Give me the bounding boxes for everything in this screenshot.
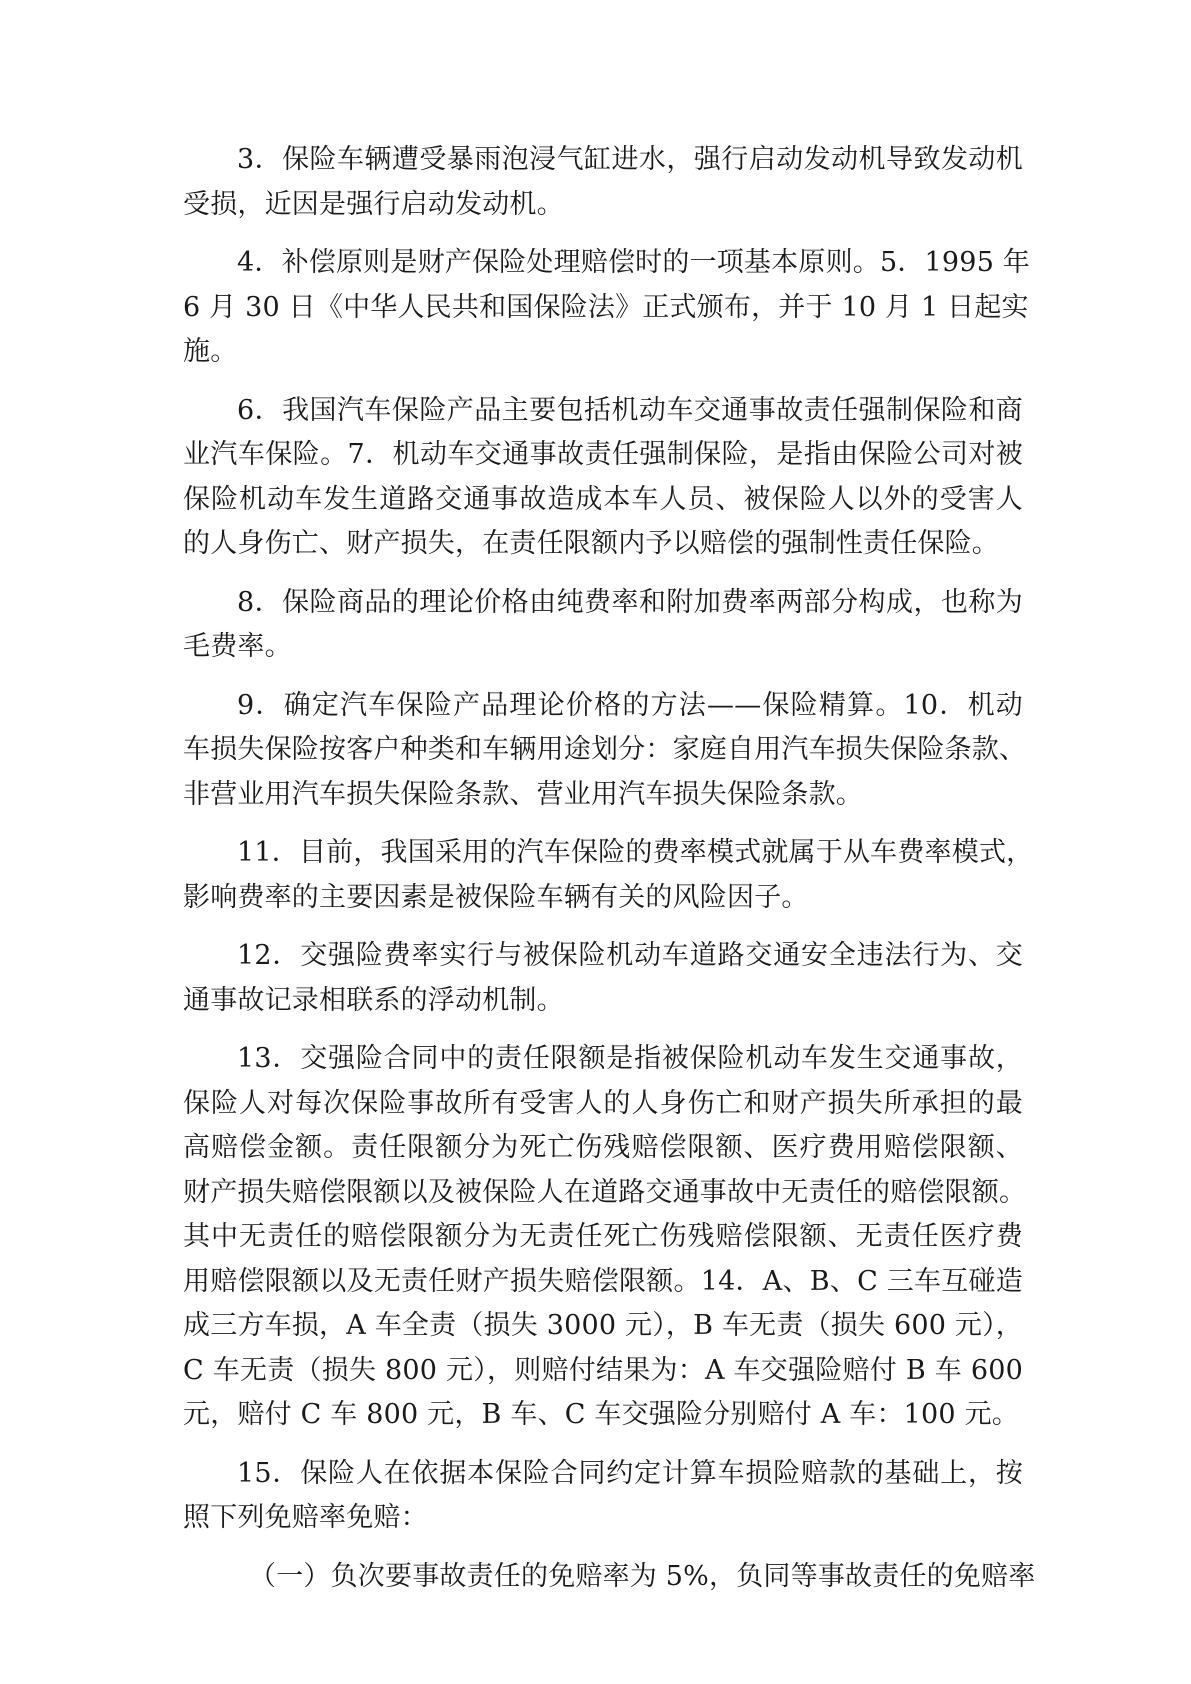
text-line: 用赔偿限额以及无责任财产损失赔偿限额。14．A、B、C 三车互碰造 — [183, 1265, 1023, 1297]
paragraph-p3 — [183, 138, 1023, 227]
paragraph-p15-1 — [183, 1555, 1036, 1600]
text-line: 13．交强险合同中的责任限额是指被保险机动车发生交通事故， — [237, 1043, 1023, 1074]
text-line: 15．保险人在依据本保险合同约定计算车损险赔款的基础上，按 — [237, 1457, 1023, 1489]
document-body — [183, 138, 1036, 1599]
text-line: 保险人对每次保险事故所有受害人的人身伤亡和财产损失所承担的最 — [183, 1087, 1023, 1119]
paragraph-p8 — [183, 581, 1023, 670]
text-line: 8．保险商品的理论价格由纯费率和附加费率两部分构成，也称为 — [237, 586, 1023, 618]
paragraph-p12 — [183, 934, 1023, 1023]
text-line: 的人身伤亡、财产损失，在责任限额内予以赔偿的强制性责任保险。 — [183, 528, 999, 559]
text-line: 财产损失赔偿限额以及被保险人在道路交通事故中无责任的赔偿限额。 — [183, 1176, 1027, 1208]
text-line: 保险机动车发生道路交通事故造成本车人员、被保险人以外的受害人 — [183, 483, 1023, 515]
text-line: 非营业用汽车损失保险条款、营业用汽车损失保险条款。 — [183, 778, 863, 810]
text-line: 其中无责任的赔偿限额分为无责任死亡伤残赔偿限额、无责任医疗费 — [183, 1221, 1023, 1252]
text-line: 车损失保险按客户种类和车辆用途划分：家庭自用汽车损失保险条款、 — [183, 734, 1027, 765]
text-line: C 车无责（损失 800 元），则赔付结果为：A 车交强险赔付 B 车 600 — [183, 1354, 1023, 1386]
text-line: 高赔偿金额。责任限额分为死亡伤残赔偿限额、医疗费用赔偿限额、 — [183, 1132, 1023, 1163]
text-line: 毛费率。 — [183, 631, 292, 662]
text-line: 9．确定汽车保险产品理论价格的方法——保险精算。10．机动 — [237, 689, 1023, 721]
text-line: 照下列免赔率免赔： — [183, 1502, 428, 1533]
text-line: 施。 — [183, 336, 238, 367]
text-line: 元，赔付 C 车 800 元，B 车、C 车交强险分别赔付 A 车：100 元。 — [183, 1399, 1019, 1430]
text-line: 4．补偿原则是财产保险处理赔偿时的一项基本原则。5．1995 年 — [237, 247, 1031, 278]
text-line: 3．保险车辆遭受暴雨泡浸气缸进水，强行启动发动机导致发动机 — [237, 144, 1023, 175]
text-line: 12．交强险费率实行与被保险机动车道路交通安全违法行为、交 — [237, 940, 1023, 971]
paragraph-p11 — [183, 831, 1034, 920]
paragraph-p6 — [183, 389, 1023, 567]
paragraph-p15 — [183, 1452, 1023, 1541]
text-line: 受损，近因是强行启动发动机。 — [183, 188, 564, 220]
text-line: 通事故记录相联系的浮动机制。 — [183, 984, 564, 1016]
paragraph-p4 — [183, 241, 1031, 375]
text-line: 成三方车损，A 车全责（损失 3000 元），B 车无责（损失 600 元）， — [183, 1310, 1023, 1341]
text-line: 6 月 30 日《中华人民共和国保险法》正式颁布，并于 10 月 1 日起实 — [183, 291, 1029, 323]
text-line: （一）负次要事故责任的免赔率为 5%，负同等事故责任的免赔率 — [249, 1560, 1036, 1592]
text-line: 11．目前，我国采用的汽车保险的费率模式就属于从车费率模式， — [237, 837, 1034, 868]
paragraph-p13 — [183, 1037, 1027, 1438]
text-line: 6．我国汽车保险产品主要包括机动车交通事故责任强制保险和商 — [237, 394, 1023, 426]
paragraph-p9 — [183, 684, 1027, 818]
text-line: 业汽车保险。7．机动车交通事故责任强制保险，是指由保险公司对被 — [183, 439, 1023, 470]
text-line: 影响费率的主要因素是被保险车辆有关的风险因子。 — [183, 881, 809, 913]
